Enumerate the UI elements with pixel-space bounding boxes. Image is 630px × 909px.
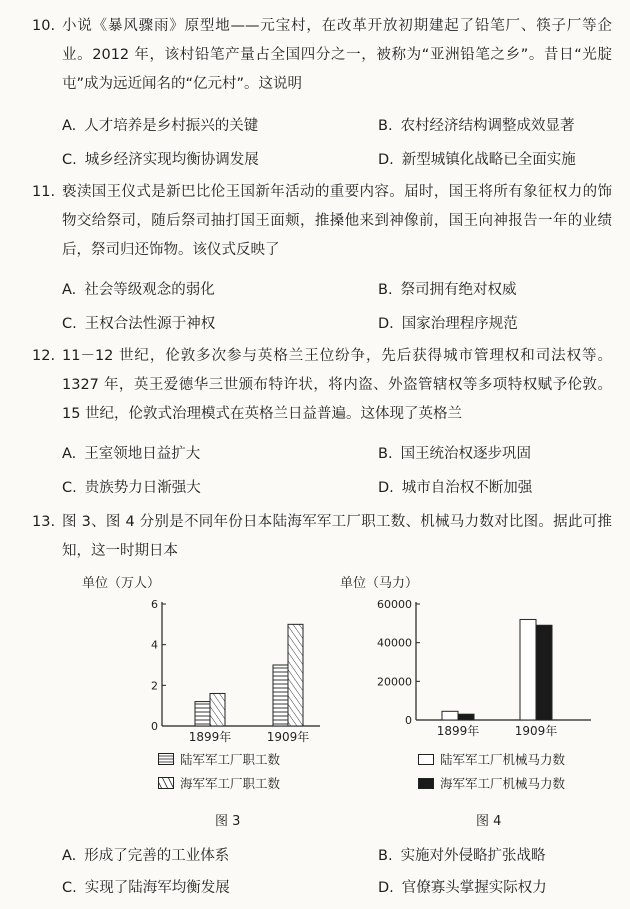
question-stem: 小说《暴风骤雨》原型地——元宝村，在改革开放初期建起了铅笔厂、筷子厂等企业。2012 年，该村铅笔产量占全国四分之一，被称为“亚洲铅笔之乡”。昔日“光腚屯”成为远近闻名的“亿元村”。这说明	[62, 18, 612, 92]
chart-y-unit: 单位（万人）	[82, 576, 161, 591]
question-number: 12.	[32, 348, 56, 364]
question-13	[32, 508, 612, 566]
x-tick-label: 1909年	[514, 724, 558, 738]
black-swatch-icon	[418, 778, 434, 789]
option-a[interactable]: A. 社会等级观念的弱化	[62, 282, 215, 298]
figure-caption: 图 3	[215, 814, 241, 829]
figure-3	[70, 566, 340, 836]
question-stem: 11－12 世纪，伦敦多次参与英格兰王位纷争，先后获得城市管理权和司法权等。1327 年，英王爱德华三世颁布特许状，将内盗、外盗管辖权等多项特权赋予伦敦。15 世纪，伦敦式治理模式在英格兰日益普遍。这体现了英格兰	[62, 348, 612, 422]
question-number: 10.	[32, 18, 56, 34]
question-12	[32, 342, 612, 429]
bar-海军军工厂职工数	[288, 624, 303, 726]
bar-陆军军工厂机械马力数	[442, 711, 458, 720]
question-number: 13.	[32, 514, 56, 530]
y-tick-label: 40000	[377, 636, 412, 650]
option-b[interactable]: B. 国王统治权逐步巩固	[378, 446, 532, 462]
bar-陆军军工厂职工数	[195, 702, 210, 726]
chart-3-plot	[70, 594, 340, 774]
option-d[interactable]: D. 官僚寡头掌握实际权力	[378, 880, 547, 896]
white-swatch-icon	[418, 754, 434, 765]
question-11	[32, 178, 612, 265]
y-tick-label: 4	[151, 638, 158, 652]
y-tick-label: 60000	[377, 598, 412, 611]
x-tick-label: 1899年	[188, 730, 232, 744]
chart-y-unit: 单位（马力）	[340, 576, 419, 591]
y-tick-label: 0	[405, 714, 412, 727]
question-number: 11.	[32, 184, 56, 200]
figure-caption: 图 4	[476, 814, 502, 829]
diagonal-hatch-swatch-icon	[158, 777, 174, 789]
option-b[interactable]: B. 实施对外侵略扩张战略	[378, 848, 546, 864]
legend-item: 海军军工厂职工数	[158, 774, 280, 792]
option-a[interactable]: A. 形成了完善的工业体系	[62, 848, 230, 864]
horizontal-hatch-swatch-icon	[158, 753, 174, 765]
x-tick-label: 1899年	[436, 724, 480, 738]
option-c[interactable]: C. 贵族势力日渐强大	[62, 480, 201, 496]
y-tick-label: 0	[151, 720, 158, 733]
bar-陆军军工厂机械马力数	[520, 619, 536, 720]
y-tick-label: 20000	[377, 675, 412, 689]
question-10	[32, 12, 612, 99]
x-tick-label: 1909年	[266, 730, 310, 744]
chart-4-plot	[336, 594, 616, 774]
option-b[interactable]: B. 农村经济结构调整成效显著	[378, 118, 575, 134]
bar-陆军军工厂职工数	[273, 665, 288, 726]
option-a[interactable]: A. 王室领地日益扩大	[62, 446, 201, 462]
option-a[interactable]: A. 人才培养是乡村振兴的关键	[62, 118, 259, 134]
option-d[interactable]: D. 国家治理程序规范	[378, 316, 518, 332]
bar-海军军工厂职工数	[210, 693, 225, 726]
bar-海军军工厂机械马力数	[536, 625, 552, 720]
y-tick-label: 2	[151, 679, 158, 693]
option-c[interactable]: C. 实现了陆海军均衡发展	[62, 880, 230, 896]
option-b[interactable]: B. 祭司拥有绝对权威	[378, 282, 517, 298]
option-d[interactable]: D. 新型城镇化战略已全面实施	[378, 152, 576, 168]
legend-item: 陆军军工厂机械马力数	[418, 750, 565, 768]
y-tick-label: 6	[151, 598, 158, 611]
question-stem: 图 3、图 4 分别是不同年份日本陆海军军工厂职工数、机械马力数对比图。据此可推知，这一时期日本	[62, 514, 612, 559]
figure-4	[336, 566, 616, 836]
option-c[interactable]: C. 城乡经济实现均衡协调发展	[62, 152, 259, 168]
option-d[interactable]: D. 城市自治权不断加强	[378, 480, 533, 496]
legend-item: 海军军工厂机械马力数	[418, 774, 565, 792]
legend-item: 陆军军工厂职工数	[158, 750, 280, 768]
question-stem: 亵渎国王仪式是新巴比伦王国新年活动的重要内容。届时，国王将所有象征权力的饰物交给祭司，随后祭司抽打国王面颊，推搡他来到神像前，国王向神报告一年的业绩后，祭司归还饰物。该仪式反映了	[62, 184, 612, 258]
bar-海军军工厂机械马力数	[458, 714, 474, 720]
option-c[interactable]: C. 王权合法性源于神权	[62, 316, 216, 332]
